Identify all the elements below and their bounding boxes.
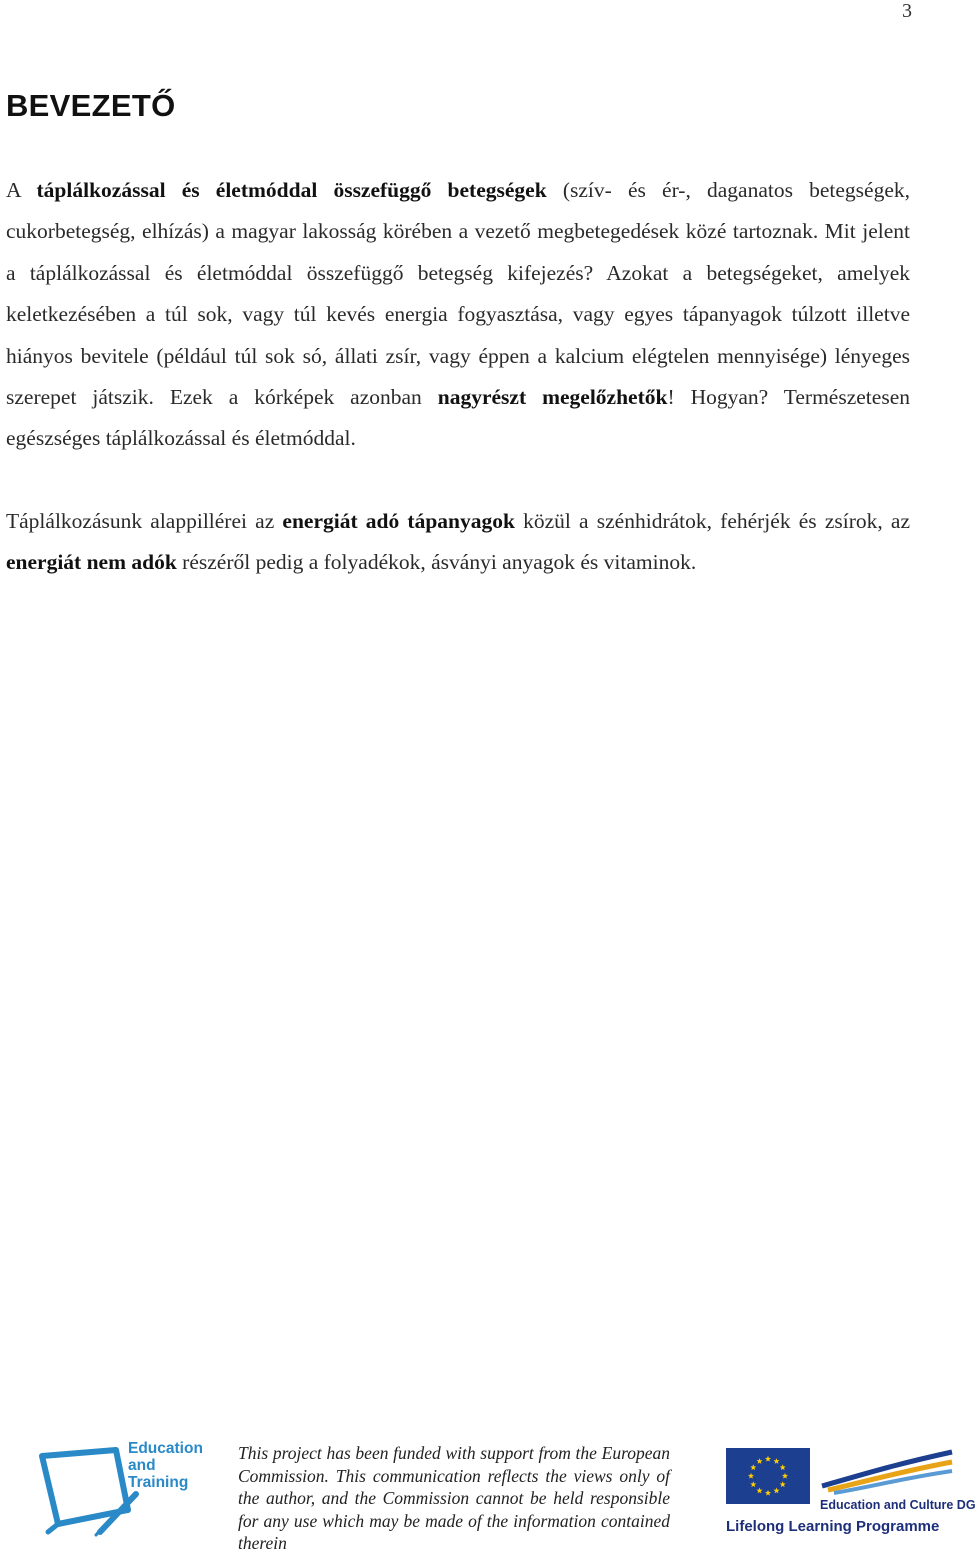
intro-bold-2: nagyrészt megelőzhetők <box>437 385 668 410</box>
intro-text-2: (szív- és ér-, daganatos betegségek, cukorbetegség, elhízás) a magyar lakosság körében a vezető megbetegedések közé tartoznak. Mit jelent a táplálkozással és életmóddal összefüggő betegség kifejezés? Azokat a betegségeket, amelyek keletkezésében a túl sok, vagy túl kevés energia fogyasztása, vagy egyes tápanyagok túlzott illetve hiányos bevitele (például túl sok só, állati zsír, vagy éppen a kalcium elégtelen mennyisége) lényeges szerepet játszik. Ezek a kórképek azonban <box>6 178 911 410</box>
page-heading: BEVEZETŐ <box>6 88 176 123</box>
logo-line-1: Education <box>128 1440 203 1457</box>
nutrients-bold-2: energiát nem adók <box>6 550 177 575</box>
eu-flag-icon <box>726 1448 810 1504</box>
intro-text-3: ! Hogyan? Természetesen egészséges táplálkozással és életmóddal. <box>6 385 910 451</box>
nutrients-bold-1: energiát adó tápanyagok <box>282 509 515 533</box>
footer <box>0 1430 976 1553</box>
page-number: 3 <box>902 0 912 22</box>
education-training-text <box>128 1440 203 1491</box>
logo-line-3: Training <box>128 1474 189 1491</box>
lifelong-learning-logo <box>722 1442 976 1542</box>
nutrients-paragraph <box>6 501 910 584</box>
intro-paragraph <box>6 170 910 460</box>
nutrients-text-1: Táplálkozásunk alappillérei az <box>6 509 283 533</box>
programme-caption: Lifelong Learning Programme <box>726 1518 940 1535</box>
intro-bold-1: táplálkozással és életmóddal összefüggő betegségek <box>36 178 547 202</box>
swoosh-icon <box>818 1446 956 1494</box>
funding-disclaimer: This project has been funded with support from the European Commission. This communication reflects the views only of the author, and the Commission cannot be held responsible for any use which may be made of the information contained therein <box>238 1443 670 1553</box>
intro-text-1: A <box>6 178 37 202</box>
dg-caption: Education and Culture DG <box>820 1498 976 1512</box>
nutrients-text-2: közül a szénhidrátok, fehérjék és zsírok, az <box>514 509 910 533</box>
nutrients-text-3: részéről pedig a folyadékok, ásványi anyagok és vitaminok. <box>176 550 697 575</box>
logo-line-2: and <box>128 1457 156 1474</box>
